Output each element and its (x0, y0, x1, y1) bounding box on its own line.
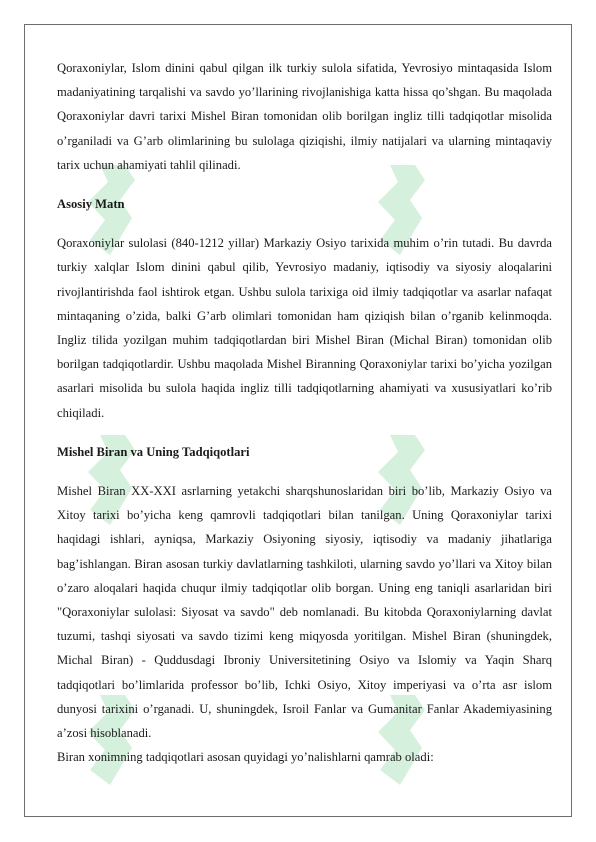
paragraph-intro: Qoraxoniylar, Islom dinini qabul qilgan ilk turkiy sulola sifatida, Yevrosiyo mintaqasida Islom madaniyatining tarqalishi va savdo yo’llarining rivojlanishiga katta hissa qo’shgan. Bu maqolada Qoraxoniylar davri tarixi Mishel Biran tomonidan olib borilgan ingliz tilli tadqiqotlar misolida o’rganiladi va G’arb olimlarining bu sulolaga qiziqishi, ilmiy natijalari va ularning mintaqaviy tarix uchun ahamiyati tahlil qilinadi. (57, 61, 552, 172)
document-body (57, 56, 552, 769)
heading-biran: Mishel Biran va Uning Tadqiqotlari (57, 444, 250, 459)
heading-main: Asosiy Matn (57, 197, 125, 212)
paragraph-gap (57, 425, 552, 440)
paragraph-biran: Mishel Biran XX-XXI asrlarning yetakchi sharqshunoslaridan biri bo’lib, Markaziy Osiyo va Xitoy tarixi bo’yicha keng qamrovli tadqiqotlari bilan tanilgan. Uning Qoraxoniylar tarixi haqidagi ishlari, ayniqsa, Markaziy Osiyoning siyosiy, iqtisodiy va madaniy jihatlariga bag’ishlangan. Biran asosan turkiy davlatlarning tashkiloti, ularning savdo yo’llari va Xitoy bilan o’zaro aloqalari haqida chuqur ilmiy tadqiqotlar olib borgan. Uning eng taniqli asarlaridan biri "Qoraxoniylar sulolasi: Siyosat va savdo" deb nomlanadi. Bu kitobda Qoraxoniylarning davlat tuzumi, tashqi siyosati va savdo tizimi keng miqyosda yoritilgan. Mishel Biran (shuningdek, Michal Biran) - Quddusdagi Ibroniy Universitetining Osiyo va Islomiy va Yaqin Sharq tadqiqotlari bo’limlarida professor bo’lib, Ichki Osiyo, Xitoy imperiyasi va o’rta asr islom dunyosi tarixini o’rganadi. U, shuningdek, Isroil Fanlar va Gumanitar Fanlar Akademiyasining a’zosi hisoblanadi. (57, 484, 552, 741)
paragraph-list-intro: Biran xonimning tadqiqotlari asosan quyidagi yo’nalishlarni qamrab oladi: (57, 750, 434, 765)
paragraph-main: Qoraxoniylar sulolasi (840-1212 yillar) Markaziy Osiyo tarixida muhim o’rin tutadi. Bu davrda turkiy xalqlar Islom dinini qabul qilib, Yevrosiyo madaniy, iqtisodiy va siyosiy aloqalarini rivojlantirishda faol ishtirok etgan. Ushbu sulola tarixiga oid ilmiy tadqiqotlar va asarlar nafaqat mintaqaning o’zida, balki G’arb olimlari tomonidan ham qiziqish bilan o’rganib kelinmoqda. Ingliz tilida yozilgan muhim tadqiqotlardan biri Mishel Biran (Michal Biran) tomonidan olib borilgan tadqiqotlardir. Ushbu maqolada Mishel Biranning Qoraxoniylar tarixi bo’yicha yozilgan asarlari misolida bu sulola haqida ingliz tilli tadqiqotlarning ahamiyati va xususiyatlari ko’rib chiqiladi. (57, 236, 552, 420)
paragraph-gap (57, 216, 552, 231)
paragraph-gap (57, 464, 552, 479)
paragraph-gap (57, 177, 552, 192)
